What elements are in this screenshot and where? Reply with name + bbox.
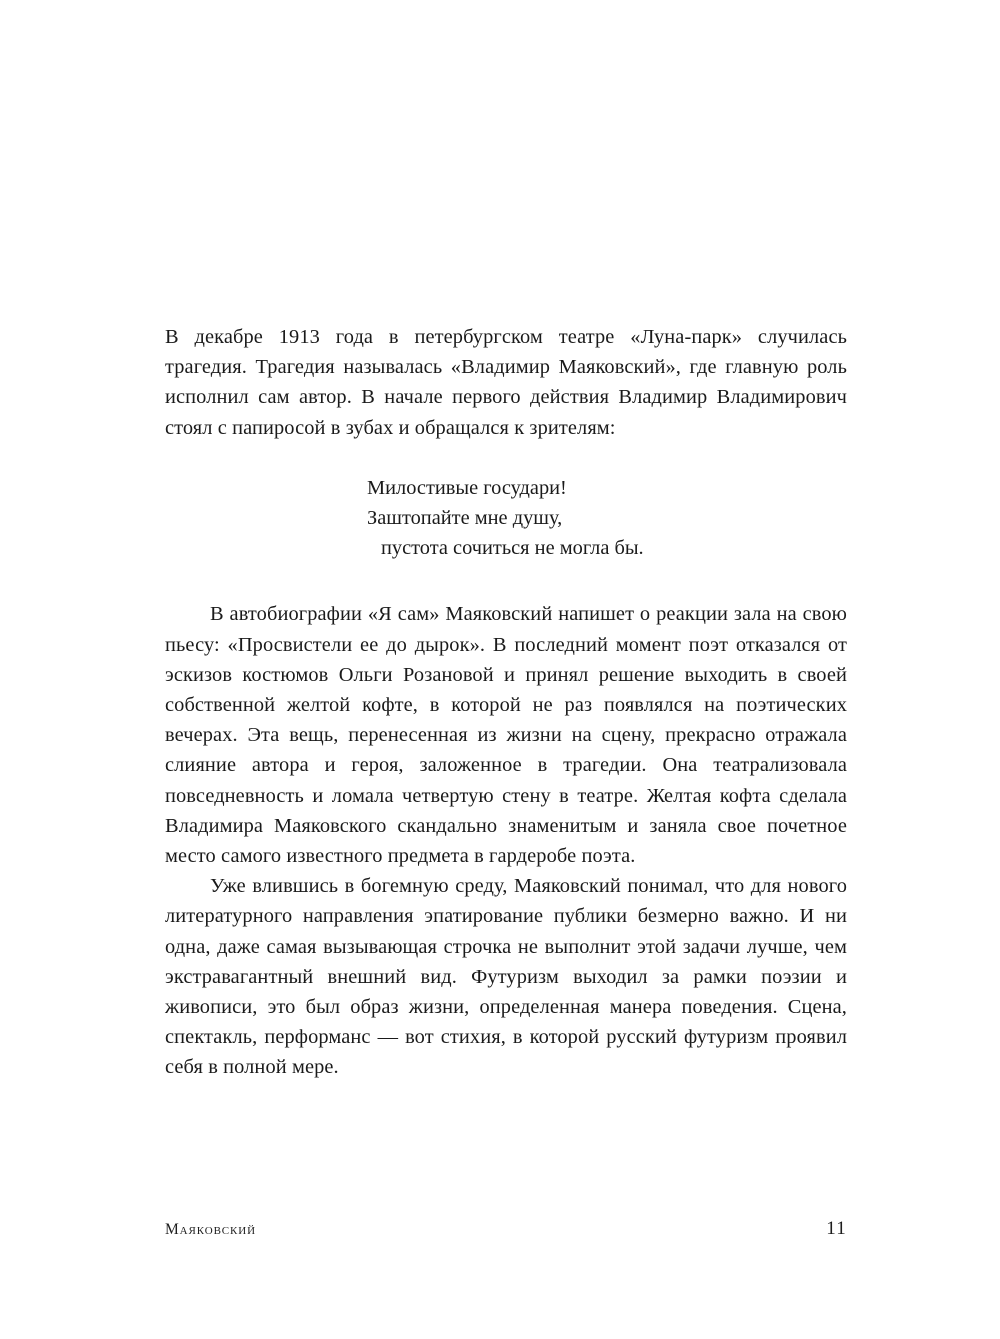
running-head: Маяковский [165,1221,256,1238]
page-footer [165,1218,847,1240]
verse-quotation [165,443,847,600]
paragraph-autobiography: В автобиографии «Я сам» Маяковский напишет о реакции зала на свою пьесу: «Просвистели ее до дырок». В последний момент поэт отказался от эскизов костюмов Ольги Розановой и принял решение выходить в своей собственной желтой кофте, в которой не раз появлялся на поэтических вечерах. Эта вещь, перенесенная из жизни на сцену, прекрасно отражала слияние автора и героя, заложенное в трагедии. Она театрализовала повседневность и ломала четвертую стену в театре. Желтая кофта сделала Владимира Маяковского скандально знаменитым и заняла свое почетное место самого известного предмета в гардеробе поэта. [165,603,847,868]
paragraph-opening: В декабре 1913 года в петербургском театре «Луна-парк» случилась трагедия. Трагедия называлась «Владимир Маяковский», где главную роль исполнил сам автор. В начале первого действия Владимир Владимирович стоял с папиросой в зубах и обращался к зрителям: [165,326,847,439]
page-text-block [165,322,847,1083]
verse-line: Милостивые государи! [367,476,567,499]
verse-line: Заштопайте мне душу, [367,507,563,530]
paragraph-bohemian: Уже влившись в богемную среду, Маяковский понимал, что для нового литературного направления эпатирование публики безмерно важно. И ни одна, даже самая вызывающая строчка не выполнит этой задачи лучше, чем экстравагантный внешний вид. Футуризм выходил за рамки поэзии и живописи, это был образ жизни, определенная манера поведения. Сцена, спектакль, перформанс — вот стихия, в которой русский футуризм проявил себя в полной мере. [165,875,847,1079]
page-number: 11 [826,1218,847,1239]
verse-line: пустота сочиться не могла бы. [381,537,644,560]
